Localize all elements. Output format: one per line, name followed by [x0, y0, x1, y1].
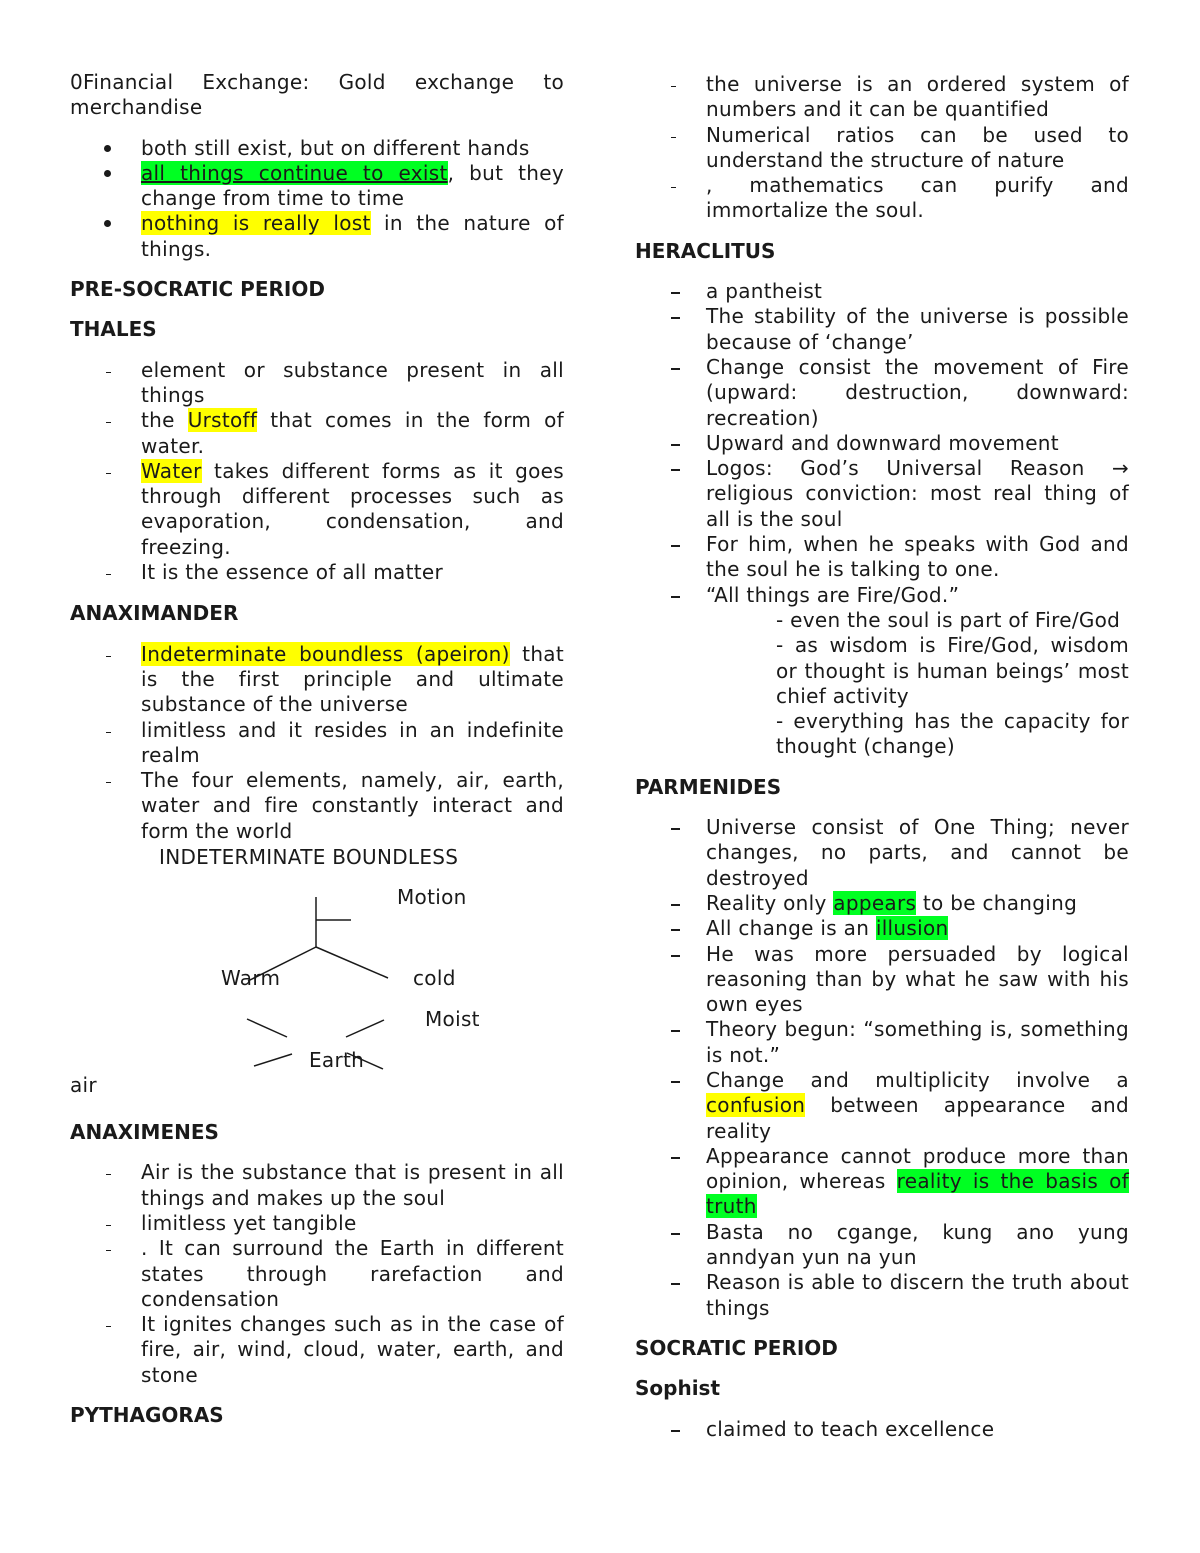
list-item: Universe consist of One Thing; never changes, no parts, and cannot be destroyed [706, 815, 1129, 890]
list-item: all things continue to exist, but they change from time to time [141, 160, 564, 211]
list-item: limitless and it resides in an indefinite realm [141, 717, 564, 767]
heraclitus-subitem: - even the soul is part of Fire/God [776, 607, 1121, 632]
list-item: . It can surround the Earth in different states through rarefaction and condensation [141, 1236, 564, 1311]
diagram-label-earth: Earth [309, 1048, 365, 1073]
list-item: For him, when he speaks with God and the soul he is talking to one. [706, 532, 1129, 582]
heading-anaximander: ANAXIMANDER [70, 601, 239, 626]
diagram-label-motion: Motion [397, 885, 467, 910]
list-item: Air is the substance that is present in all things and makes up the soul [141, 1160, 564, 1210]
list-item: Theory begun: “something is, something is not.” [706, 1017, 1129, 1067]
right-column [635, 70, 1129, 1442]
diagram-label-moist: Moist [425, 1007, 480, 1032]
list-item: It is the essence of all matter [141, 560, 444, 585]
diagram-label-air: air [70, 1073, 97, 1098]
heraclitus-list [635, 279, 1129, 608]
diagram-title: INDETERMINATE BOUNDLESS [159, 845, 459, 870]
list-item: All change is an illusion [706, 916, 949, 941]
list-item: claimed to teach excellence [706, 1416, 995, 1441]
list-item: the Urstoff that comes in the form of water. [141, 408, 564, 458]
diagram-label-cold: cold [413, 966, 456, 991]
list-item: Logos: God’s Universal Reason → religious conviction: most real thing of all is the soul [706, 456, 1129, 531]
list-item: “All things are Fire/God.” [706, 582, 960, 607]
list-item: He was more persuaded by logical reasoning than by what he saw with his own eyes [706, 941, 1129, 1017]
heading-anaximenes: ANAXIMENES [70, 1120, 219, 1145]
list-item: Upward and downward movement [706, 430, 1059, 455]
section-heading-pre-socratic: PRE-SOCRATIC PERIOD [70, 277, 325, 302]
intro-bullet-list [70, 136, 564, 262]
list-item: Appearance cannot produce more than opinion, whereas reality is the basis of truth [706, 1143, 1129, 1219]
list-item: both still exist, but on different hands [141, 135, 530, 160]
list-item: Indeterminate boundless (apeiron) that is the first principle and ultimate substance of the universe [141, 641, 564, 717]
heraclitus-subitem: - everything has the capacity for thought (change) [776, 709, 1129, 759]
parmenides-list [635, 815, 1129, 1321]
list-item: the universe is an ordered system of numbers and it can be quantified [706, 72, 1129, 122]
heading-heraclitus: HERACLITUS [635, 238, 776, 263]
pythagoras-list [635, 72, 1129, 224]
list-item: Change consist the movement of Fire (upward: destruction, downward: recreation) [706, 354, 1129, 430]
intro-text: 0Financial Exchange: Gold exchange to merchandise [70, 70, 564, 120]
list-item: nothing is really lost in the nature of things. [141, 211, 564, 261]
heraclitus-subitem: - as wisdom is Fire/God, wisdom or thought is human beings’ most chief activity [776, 633, 1129, 708]
elements-diagram [70, 845, 564, 1105]
list-item: Basta no cgange, kung ano yung anndyan yun na yun [706, 1219, 1129, 1270]
thales-list [70, 358, 564, 586]
heading-thales: THALES [70, 317, 157, 342]
list-item: Numerical ratios can be used to understand the structure of nature [706, 122, 1129, 172]
list-item: limitless yet tangible [141, 1210, 357, 1235]
list-item: The stability of the universe is possible because of ‘change’ [706, 304, 1129, 354]
heading-parmenides: PARMENIDES [635, 774, 782, 799]
list-item: element or substance present in all things [141, 357, 564, 407]
list-item: Reality only appears to be changing [706, 890, 1078, 915]
anaximenes-list [70, 1160, 564, 1388]
list-item: Water takes different forms as it goes through different processes such as evaporation, condensation, and freezing. [141, 458, 564, 559]
anaximander-list [70, 642, 564, 844]
diagram-label-warm: Warm [221, 966, 281, 991]
list-item: a pantheist [706, 279, 823, 304]
list-item: It ignites changes such as in the case of fire, air, wind, cloud, water, earth, and stone [141, 1312, 564, 1387]
list-item: , mathematics can purify and immortalize the soul. [706, 173, 1129, 223]
sophist-list [635, 1417, 1129, 1442]
list-item: The four elements, namely, air, earth, water and fire constantly interact and form the world [141, 768, 564, 843]
left-column [70, 70, 564, 1428]
section-heading-socratic: SOCRATIC PERIOD [635, 1335, 838, 1360]
list-item: Reason is able to discern the truth about things [706, 1270, 1129, 1320]
heading-pythagoras: PYTHAGORAS [70, 1402, 224, 1427]
list-item: Change and multiplicity involve a confusion between appearance and reality [706, 1067, 1129, 1143]
heading-sophist: Sophist [635, 1376, 721, 1401]
